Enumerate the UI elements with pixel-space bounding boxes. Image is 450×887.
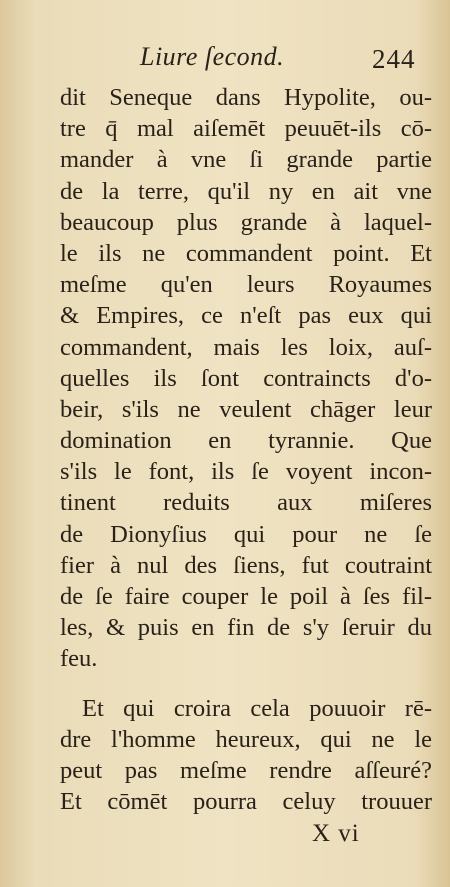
text-line: les, & puis en fin de s'y ſeruir du xyxy=(60,614,432,642)
text-line: quelles ils ſont contraincts d'o- xyxy=(60,364,432,392)
body-text xyxy=(60,82,432,817)
text-line: mander à vne ſi grande partie xyxy=(60,146,432,174)
text-line: beir, s'ils ne veulent chāger leur xyxy=(60,395,432,423)
text-line: fier à nul des ſiens, fut coutraint xyxy=(60,551,432,579)
text-line: tinent reduits aux miſeres xyxy=(60,489,432,517)
text-line: Et qui croira cela pouuoir rē- xyxy=(82,694,432,722)
page-header xyxy=(0,42,450,76)
signature-mark: X vi xyxy=(312,820,360,847)
text-line: s'ils le font, ils ſe voyent incon- xyxy=(60,458,432,486)
running-head: Liure ſecond. xyxy=(140,42,285,71)
text-line: dit Seneque dans Hypolite, ou- xyxy=(60,84,432,111)
text-line: feu. xyxy=(60,645,98,673)
text-line: commandent, mais les loix, auſ- xyxy=(60,333,432,361)
text-line: Et cōmēt pourra celuy trouuer xyxy=(60,788,432,816)
text-line: dre l'homme heureux, qui ne le xyxy=(60,725,432,753)
text-line: le ils ne commandent point. Et xyxy=(60,239,432,267)
text-line: meſme qu'en leurs Royaumes xyxy=(60,271,432,299)
text-line: domination en tyrannie. Que xyxy=(60,427,432,455)
text-line: & Empires, ce n'eſt pas eux qui xyxy=(60,302,432,330)
text-line: peut pas meſme rendre aſſeuré? xyxy=(60,756,432,784)
text-line: de Dionyſius qui pour ne ſe xyxy=(60,520,432,548)
text-line: beaucoup plus grande à laquel- xyxy=(60,208,432,236)
page-number: 244 xyxy=(372,44,416,74)
paragraph-1 xyxy=(60,82,432,675)
text-line: de la terre, qu'il ny en ait vne xyxy=(60,177,432,205)
text-line: de ſe faire couper le poil à ſes fil- xyxy=(60,583,432,610)
text-line: tre q̄ mal aiſemēt peuuēt-ils cō- xyxy=(60,115,432,143)
paragraph-gap xyxy=(60,675,432,693)
paragraph-2 xyxy=(60,693,432,818)
